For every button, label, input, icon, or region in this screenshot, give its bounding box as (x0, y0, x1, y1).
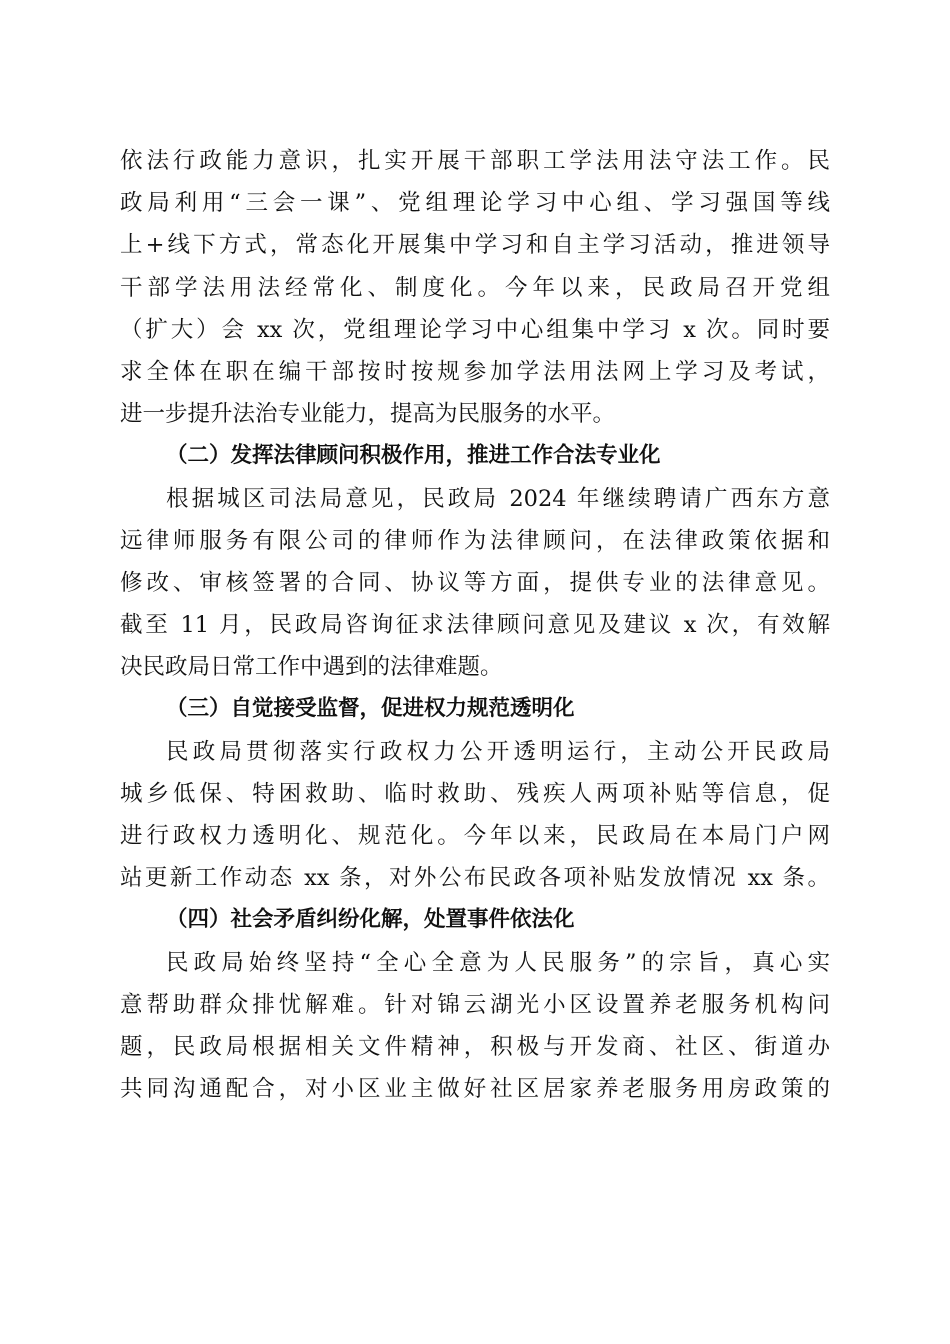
text-line: 上+线下方式，常态化开展集中学习和自主学习活动，推进领导 (120, 232, 830, 259)
document-body (120, 140, 830, 1110)
text-line: （扩大）会 xx 次，党组理论学习中心组集中学习 x 次。同时要 (120, 316, 830, 343)
text-line: 城乡低保、特困救助、临时救助、残疾人两项补贴等信息，促 (120, 780, 830, 807)
text-line: 修改、审核签署的合同、协议等方面，提供专业的法律意见。 (120, 569, 830, 596)
text-line: 意帮助群众排忧解难。针对锦云湖光小区设置养老服务机构问 (120, 991, 830, 1018)
text-line: 民政局始终坚持“全心全意为人民服务”的宗旨，真心实 (166, 949, 830, 976)
text-line: 共同沟通配合，对小区业主做好社区居家养老服务用房政策的 (120, 1076, 830, 1103)
text-line: 题，民政局根据相关文件精神，积极与开发商、社区、街道办 (120, 1033, 830, 1060)
text-line: 截至 11 月，民政局咨询征求法律顾问意见及建议 x 次，有效解 (120, 612, 830, 639)
text-line: 进一步提升法治专业能力，提高为民服务的水平。 (120, 401, 616, 428)
text-line: 远律师服务有限公司的律师作为法律顾问，在法律政策依据和 (120, 527, 830, 554)
text-line: 政局利用“三会一课”、党组理论学习中心组、学习强国等线 (120, 190, 830, 217)
text-line: 决民政局日常工作中遇到的法律难题。 (120, 654, 503, 681)
text-line: 依法行政能力意识，扎实开展干部职工学法用法守法工作。民 (120, 148, 830, 174)
text-line: 根据城区司法局意见，民政局 2024 年继续聘请广西东方意 (166, 485, 830, 512)
section-heading-3: （三）自觉接受监督，促进权力规范透明化 (166, 696, 575, 722)
section-heading-4: （四）社会矛盾纠纷化解，处置事件依法化 (166, 907, 575, 933)
text-line: 进行政权力透明化、规范化。今年以来，民政局在本局门户网 (120, 823, 830, 849)
text-line: 民政局贯彻落实行政权力公开透明运行，主动公开民政局 (166, 738, 830, 765)
section-heading-2: （二）发挥法律顾问积极作用，推进工作合法专业化 (166, 443, 661, 469)
text-line: 干部学法用法经常化、制度化。今年以来，民政局召开党组 (120, 274, 830, 301)
text-line: 站更新工作动态 xx 条，对外公布民政各项补贴发放情况 xx 条。 (120, 865, 830, 892)
text-line: 求全体在职在编干部按时按规参加学法用法网上学习及考试， (120, 358, 830, 385)
